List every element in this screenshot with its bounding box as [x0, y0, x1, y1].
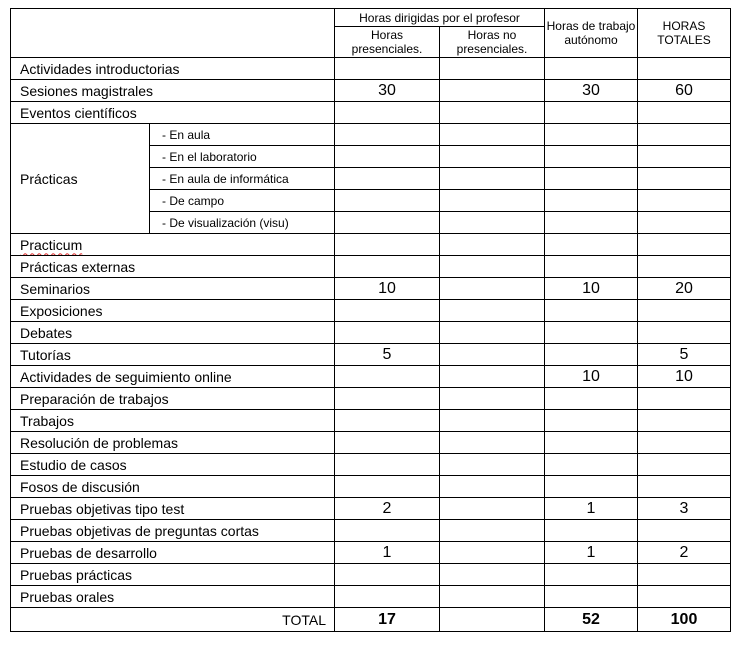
- no-presenciales-cell: [440, 388, 545, 410]
- table-row: [11, 124, 731, 146]
- no-presenciales-cell: [440, 168, 545, 190]
- autonomo-cell: [545, 388, 638, 410]
- presenciales-cell: [335, 366, 440, 388]
- presenciales-cell: 10: [335, 278, 440, 300]
- table-row: [11, 520, 731, 542]
- autonomo-cell: [545, 190, 638, 212]
- no-presenciales-cell: [440, 344, 545, 366]
- no-presenciales-cell: [440, 586, 545, 608]
- total-cell: 20: [638, 278, 731, 300]
- total-horas: 100: [638, 608, 731, 632]
- total-cell: 5: [638, 344, 731, 366]
- table-row: [11, 366, 731, 388]
- table-row: [11, 234, 731, 256]
- activity-label: Pruebas objetivas tipo test: [11, 498, 335, 520]
- autonomo-cell: [545, 212, 638, 234]
- activity-label: Pruebas prácticas: [11, 564, 335, 586]
- autonomo-cell: 10: [545, 278, 638, 300]
- practicas-sub-label: - En el laboratorio: [150, 146, 335, 168]
- total-cell: [638, 168, 731, 190]
- activity-label: Eventos científicos: [11, 102, 335, 124]
- total-cell: [638, 520, 731, 542]
- presenciales-cell: [335, 432, 440, 454]
- no-presenciales-cell: [440, 542, 545, 564]
- presenciales-cell: [335, 410, 440, 432]
- presenciales-cell: [335, 520, 440, 542]
- practicum-text: Practicum: [20, 236, 83, 253]
- activity-label: Estudio de casos: [11, 454, 335, 476]
- activity-label: Pruebas orales: [11, 586, 335, 608]
- presenciales-cell: [335, 256, 440, 278]
- table-row: [11, 256, 731, 278]
- corner-header-cell: [11, 9, 335, 58]
- presenciales-cell: [335, 454, 440, 476]
- header-no-presenciales: Horas no presenciales.: [440, 27, 545, 58]
- total-cell: 10: [638, 366, 731, 388]
- autonomo-cell: 30: [545, 80, 638, 102]
- activity-label: Pruebas objetivas de preguntas cortas: [11, 520, 335, 542]
- no-presenciales-cell: [440, 498, 545, 520]
- table-row: [11, 454, 731, 476]
- autonomo-cell: [545, 564, 638, 586]
- no-presenciales-cell: [440, 454, 545, 476]
- table-row: [11, 388, 731, 410]
- presenciales-cell: [335, 146, 440, 168]
- presenciales-cell: [335, 322, 440, 344]
- no-presenciales-cell: [440, 410, 545, 432]
- no-presenciales-cell: [440, 322, 545, 344]
- table-row: [11, 432, 731, 454]
- no-presenciales-cell: [440, 146, 545, 168]
- total-cell: [638, 234, 731, 256]
- total-cell: [638, 190, 731, 212]
- presenciales-cell: 1: [335, 542, 440, 564]
- autonomo-cell: [545, 102, 638, 124]
- autonomo-cell: [545, 344, 638, 366]
- presenciales-cell: 2: [335, 498, 440, 520]
- practicas-sub-label: - De visualización (visu): [150, 212, 335, 234]
- total-cell: [638, 454, 731, 476]
- table-row: [11, 102, 731, 124]
- header-presenciales: Horas presenciales.: [335, 27, 440, 58]
- table-row: [11, 498, 731, 520]
- presenciales-cell: [335, 234, 440, 256]
- no-presenciales-cell: [440, 300, 545, 322]
- presenciales-cell: [335, 388, 440, 410]
- activity-label: Seminarios: [11, 278, 335, 300]
- activity-label: Actividades introductorias: [11, 58, 335, 80]
- autonomo-cell: [545, 146, 638, 168]
- autonomo-cell: [545, 410, 638, 432]
- presenciales-cell: 5: [335, 344, 440, 366]
- total-cell: [638, 432, 731, 454]
- autonomo-cell: [545, 586, 638, 608]
- table-row: [11, 322, 731, 344]
- no-presenciales-cell: [440, 234, 545, 256]
- total-cell: [638, 410, 731, 432]
- practicas-sub-label: - De campo: [150, 190, 335, 212]
- total-cell: [638, 58, 731, 80]
- total-cell: 2: [638, 542, 731, 564]
- autonomo-cell: [545, 168, 638, 190]
- activity-label: Debates: [11, 322, 335, 344]
- no-presenciales-cell: [440, 564, 545, 586]
- no-presenciales-cell: [440, 476, 545, 498]
- presenciales-cell: [335, 212, 440, 234]
- total-autonomo: 52: [545, 608, 638, 632]
- autonomo-cell: 1: [545, 498, 638, 520]
- total-cell: [638, 212, 731, 234]
- presenciales-cell: [335, 102, 440, 124]
- total-presenciales: 17: [335, 608, 440, 632]
- autonomo-cell: 1: [545, 542, 638, 564]
- autonomo-cell: [545, 256, 638, 278]
- presenciales-cell: [335, 190, 440, 212]
- autonomo-cell: [545, 432, 638, 454]
- no-presenciales-cell: [440, 366, 545, 388]
- autonomo-cell: [545, 58, 638, 80]
- table-row: [11, 564, 731, 586]
- practicas-sub-label: - En aula: [150, 124, 335, 146]
- practicas-sub-label: - En aula de informática: [150, 168, 335, 190]
- total-cell: 60: [638, 80, 731, 102]
- autonomo-cell: 10: [545, 366, 638, 388]
- activity-label: Tutorías: [11, 344, 335, 366]
- total-no-presenciales: [440, 608, 545, 632]
- header-totales: HORAS TOTALES: [638, 9, 731, 58]
- no-presenciales-cell: [440, 520, 545, 542]
- presenciales-cell: 30: [335, 80, 440, 102]
- no-presenciales-cell: [440, 212, 545, 234]
- autonomo-cell: [545, 476, 638, 498]
- presenciales-cell: [335, 476, 440, 498]
- activity-label: [11, 234, 335, 256]
- presenciales-cell: [335, 300, 440, 322]
- autonomo-cell: [545, 322, 638, 344]
- total-cell: [638, 146, 731, 168]
- total-cell: [638, 586, 731, 608]
- activity-label: Prácticas externas: [11, 256, 335, 278]
- autonomo-cell: [545, 520, 638, 542]
- no-presenciales-cell: [440, 102, 545, 124]
- total-cell: 3: [638, 498, 731, 520]
- total-cell: [638, 388, 731, 410]
- no-presenciales-cell: [440, 190, 545, 212]
- total-label: TOTAL: [11, 608, 335, 632]
- activity-label: Fosos de discusión: [11, 476, 335, 498]
- autonomo-cell: [545, 454, 638, 476]
- total-cell: [638, 256, 731, 278]
- presenciales-cell: [335, 564, 440, 586]
- practicas-label: Prácticas: [11, 124, 150, 234]
- no-presenciales-cell: [440, 278, 545, 300]
- total-row: [11, 608, 731, 632]
- autonomo-cell: [545, 234, 638, 256]
- activity-label: Actividades de seguimiento online: [11, 366, 335, 388]
- total-cell: [638, 564, 731, 586]
- header-dirigidas: Horas dirigidas por el profesor: [335, 9, 545, 27]
- no-presenciales-cell: [440, 124, 545, 146]
- total-cell: [638, 102, 731, 124]
- activity-label: Trabajos: [11, 410, 335, 432]
- table-row: [11, 278, 731, 300]
- activity-label: Sesiones magistrales: [11, 80, 335, 102]
- table-row: [11, 542, 731, 564]
- table-row: [11, 476, 731, 498]
- presenciales-cell: [335, 586, 440, 608]
- table-row: [11, 586, 731, 608]
- total-cell: [638, 124, 731, 146]
- activity-label: Pruebas de desarrollo: [11, 542, 335, 564]
- autonomo-cell: [545, 124, 638, 146]
- table-row: [11, 410, 731, 432]
- total-cell: [638, 476, 731, 498]
- no-presenciales-cell: [440, 58, 545, 80]
- presenciales-cell: [335, 58, 440, 80]
- header-autonomo: Horas de trabajo autónomo: [545, 9, 638, 58]
- hours-table: [10, 8, 731, 632]
- activity-label: Preparación de trabajos: [11, 388, 335, 410]
- presenciales-cell: [335, 124, 440, 146]
- no-presenciales-cell: [440, 432, 545, 454]
- total-cell: [638, 300, 731, 322]
- presenciales-cell: [335, 168, 440, 190]
- no-presenciales-cell: [440, 80, 545, 102]
- autonomo-cell: [545, 300, 638, 322]
- total-cell: [638, 322, 731, 344]
- table-row: [11, 80, 731, 102]
- table-row: [11, 300, 731, 322]
- activity-label: Exposiciones: [11, 300, 335, 322]
- no-presenciales-cell: [440, 256, 545, 278]
- activity-label: Resolución de problemas: [11, 432, 335, 454]
- table-row: [11, 58, 731, 80]
- table-row: [11, 344, 731, 366]
